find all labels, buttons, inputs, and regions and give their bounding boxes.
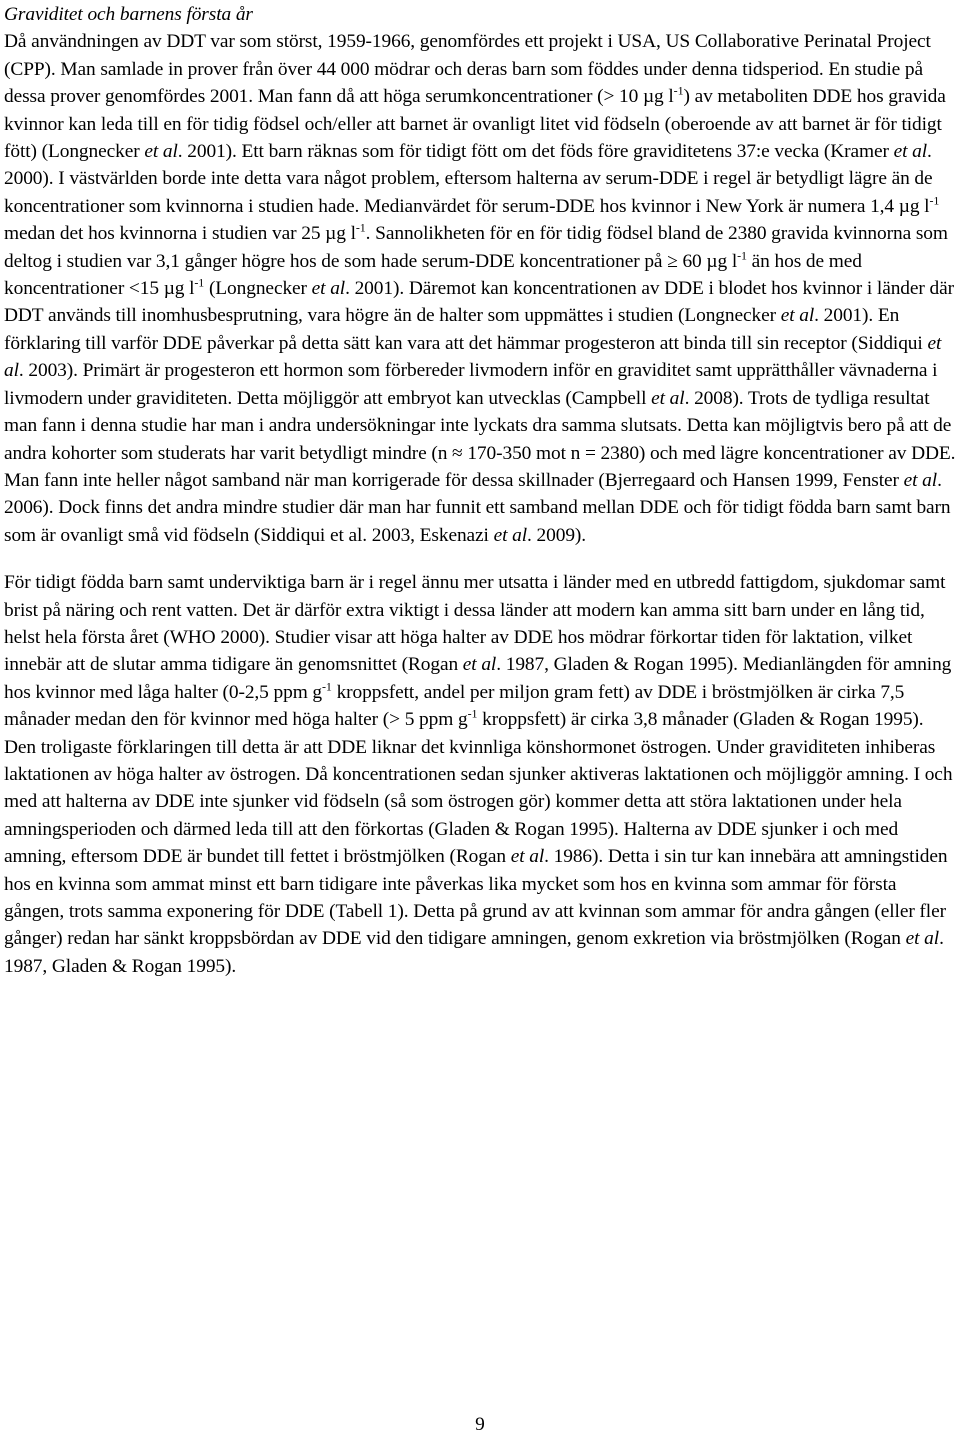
section-heading: Graviditet och barnens första år bbox=[4, 4, 253, 25]
paragraph-1: Då användningen av DDT var som störst, 1959-1966, genomfördes ett projekt i USA, US Collaborative Perinatal Project (CPP). Man samlade in prover från över 44 000 mödrar och deras barn som föddes under denna tidsperiod. En studie på dessa prover genomfördes 2001. Man fann då att höga serumkoncentrationer (> 10 µg $l^{-1}$) av metaboliten DDE hos gravida kvinnor kan leda till en för tidig födsel och/eller att barnet är ovanligt litet vid födseln (oberoende av att barnet är för tidigt fött) (Longnecker et al. 2001). Ett barn räknas som för tidigt fött om det föds före graviditetens 37:e vecka (Kramer et al. 2000). I västvärlden borde inte detta vara något problem, eftersom halterna av serum-DDE i regel är betydligt lägre än de koncentrationer som kvinnorna i studien hade. Medianvärdet för serum-DDE hos kvinnor i New York är numera 1,4 µg $l^{-1}$ medan det hos kvinnorna i studien var 25 µg $l^{-1}$. Sannolikheten för en för tidig födsel bland de 2380 gravida kvinnorna som deltog i studien var 3,1 gånger högre hos de som hade serum-DDE koncentrationer på ≥ 60 µg $l^{-1}$ än hos de med koncentrationer <15 µg $l^{-1}$ (Longnecker et al. 2001). Däremot kan koncentrationen av DDE i blodet hos kvinnor i länder där DDT används till inomhusbesprutning, vara högre än de halter som uppmättes i studien (Longnecker et al. 2001). En förklaring till varför DDE påverkar på detta sätt kan vara att det hämmar progesteron att binda till sin receptor (Siddiqui et al. 2003). Primärt är progesteron ett hormon som förbereder livmodern inför en graviditet samt upprätthåller vävnaderna i livmodern under graviditeten. Detta möjliggör att embryot kan utvecklas (Campbell et al. 2008). Trots de tydliga resultat man fann i denna studie har man i andra undersökningar inte lyckats dra samma slutsats. Detta kan möjligtvis bero på att de andra kohorter som studerats har varit betydligt mindre (n ≈ 170-350 mot n = 2380) och med lägre koncentrationer av DDE. Man fann inte heller något samband när man korrigerade för dessa skillnader (Bjerregaard och Hansen 1999, Fenster et al. 2006). Dock finns det andra mindre studier där man har funnit ett samband mellan DDE och för tidigt födda barn samt barn som är ovanligt små vid födseln (Siddiqui et al. 2003, Eskenazi et al. 2009). bbox=[4, 31, 956, 546]
page-number: 9 bbox=[475, 1414, 485, 1435]
document-body bbox=[4, 1, 956, 980]
paragraph-2: För tidigt födda barn samt underviktiga barn är i regel ännu mer utsatta i länder med en utbredd fattigdom, sjukdomar samt brist på näring och rent vatten. Det är därför extra viktigt i dessa länder att modern kan amma sitt barn under en lång tid, helst hela första året (WHO 2000). Studier visar att höga halter av DDE hos mödrar förkortar tiden för laktation, vilket innebär att de slutar amma tidigare än genomsnittet (Rogan et al. 1987, Gladen & Rogan 1995). Medianlängden för amning hos kvinnor med låga halter (0-2,5 ppm $g^{-1}$ kroppsfett, andel per miljon gram fett) av DDE i bröstmjölken är cirka 7,5 månader medan den för kvinnor med höga halter (> 5 ppm $g^{-1}$ kroppsfett) är cirka 3,8 månader (Gladen & Rogan 1995). Den troligaste förklaringen till detta är att DDE liknar det kvinnliga könshormonet östrogen. Under graviditeten inhiberas laktationen av höga halter av östrogen. Då koncentrationen sedan sjunker aktiveras laktationen och möjliggör amning. I och med att halterna av DDE inte sjunker vid födseln (så som östrogen gör) kommer detta att störa laktationen under hela amningsperioden och därmed leda till att den förkortas (Gladen & Rogan 1995). Halterna av DDE sjunker i och med amning, eftersom DDE är bundet till fettet i bröstmjölken (Rogan et al. 1986). Detta i sin tur kan innebära att amningstiden hos en kvinna som ammat minst ett barn tidigare inte påverkas lika mycket som hos en kvinna som ammar för första gången, trots samma exponering för DDE (Tabell 1). Detta på grund av att kvinnan som ammar för andra gången (eller fler gånger) redan har sänkt kroppsbördan av DDE vid den tidigare amningen, genom exkretion via bröstmjölken (Rogan et al. 1987, Gladen & Rogan 1995). bbox=[4, 572, 953, 977]
